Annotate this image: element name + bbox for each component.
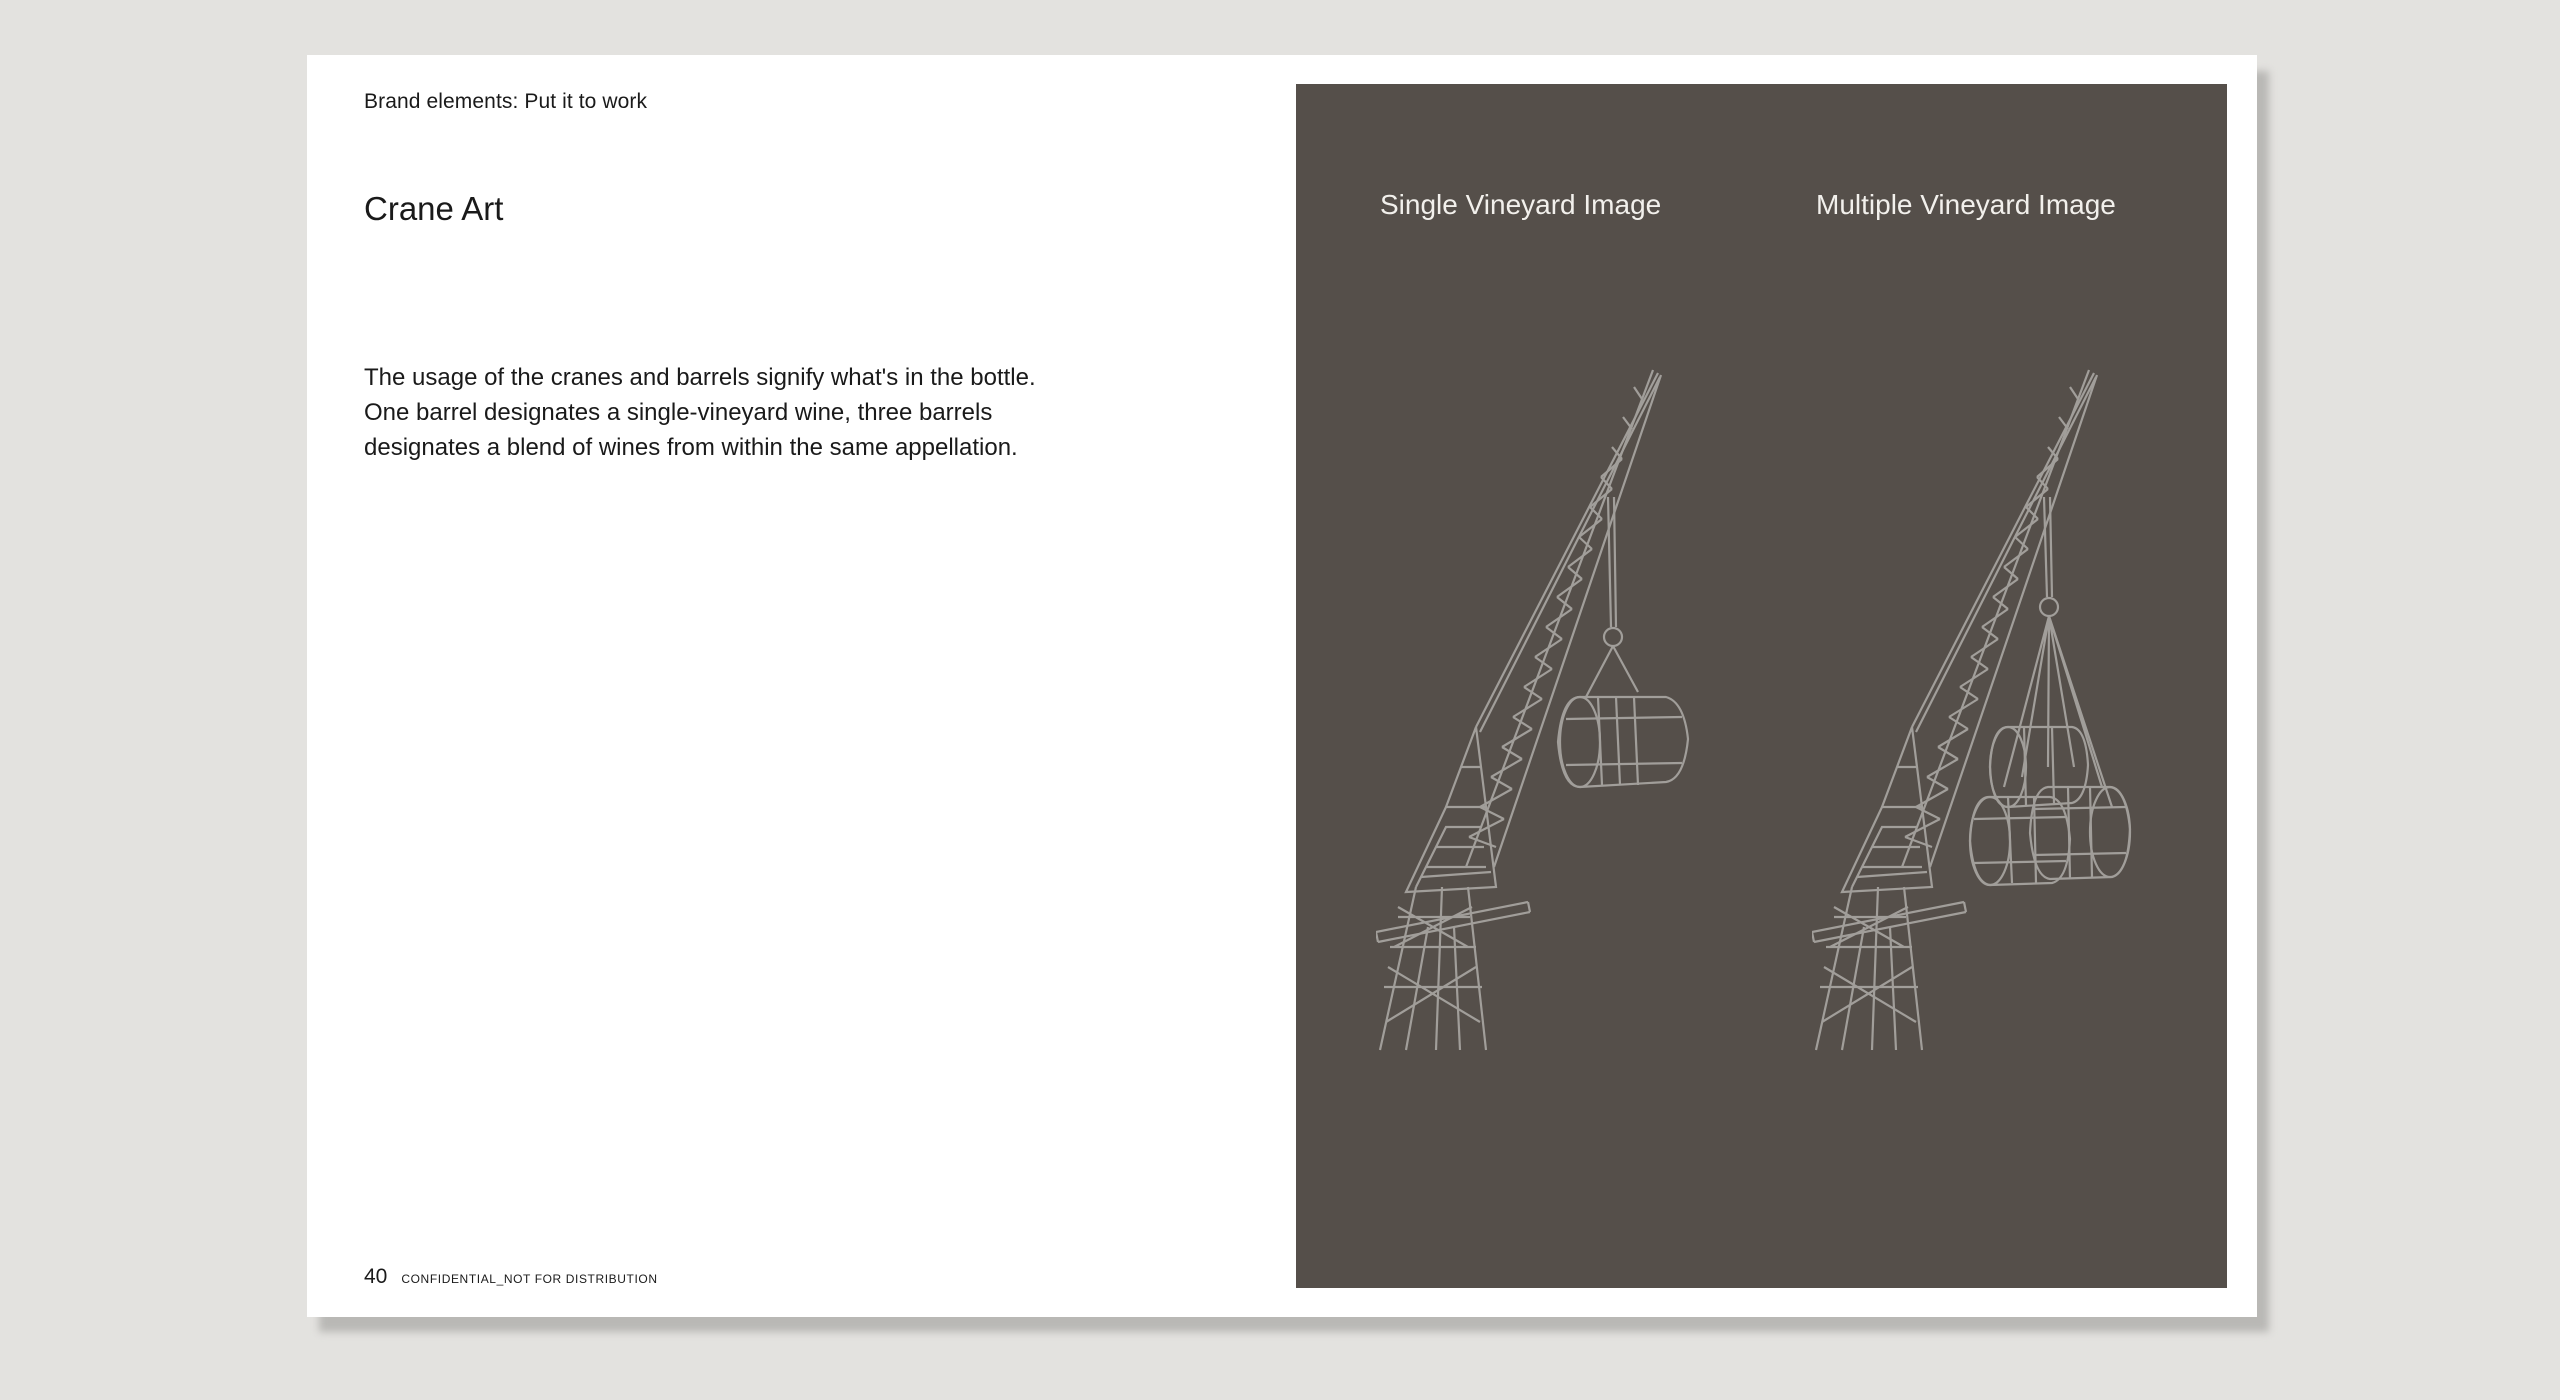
confidential-notice: CONFIDENTIAL_NOT FOR DISTRIBUTION: [401, 1272, 658, 1286]
page-footer: [364, 1265, 658, 1289]
crane-single-barrel-icon: [1376, 367, 1706, 1057]
multiple-vineyard-heading: Multiple Vineyard Image: [1816, 189, 2116, 220]
body-paragraph: The usage of the cranes and barrels signify what's in the bottle. One barrel designates a single-vineyard wine, three barrels designates a blend of wines from within the same appellation.: [364, 364, 1036, 461]
page-number: 40: [364, 1265, 388, 1288]
page-title: Crane Art: [364, 190, 504, 227]
crane-art-panel: [1296, 84, 2227, 1288]
section-label: Brand elements: Put it to work: [364, 90, 648, 113]
brochure-spread: [307, 55, 2257, 1317]
single-vineyard-heading: Single Vineyard Image: [1380, 189, 1662, 220]
crane-three-barrels-icon: [1812, 367, 2142, 1057]
